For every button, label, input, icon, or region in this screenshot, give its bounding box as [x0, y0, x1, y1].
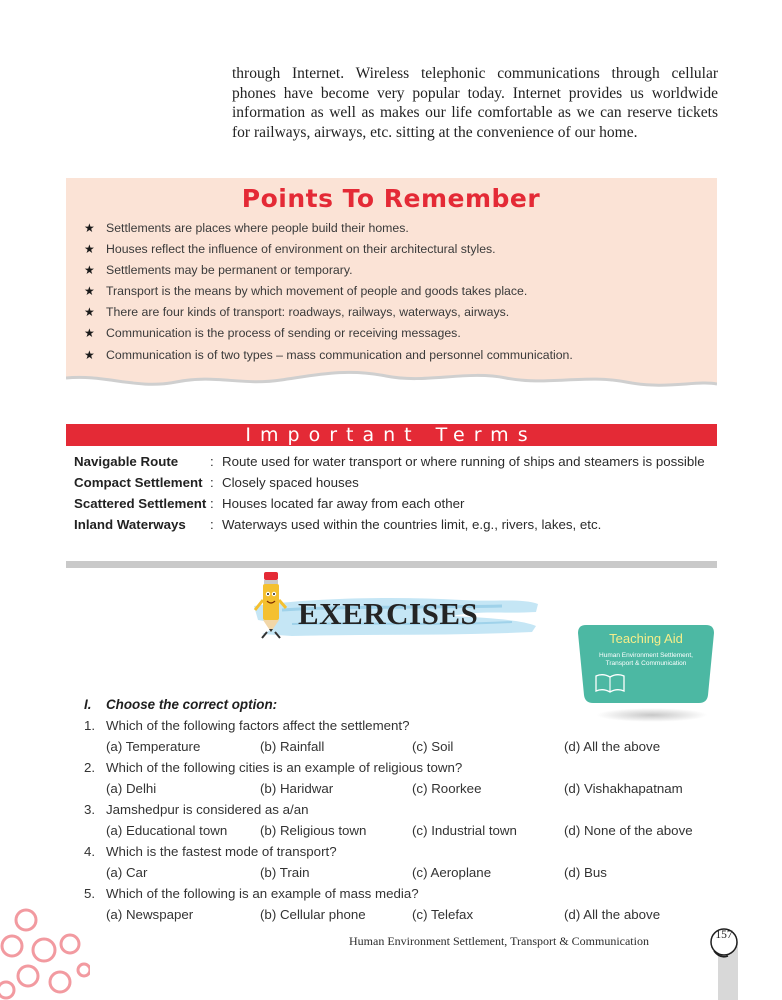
question — [84, 758, 724, 800]
option-a: (a) Newspaper — [106, 907, 194, 922]
teaching-aid-title: Teaching Aid — [609, 631, 683, 646]
open-book-icon — [594, 672, 626, 694]
term-row — [74, 473, 714, 492]
points-to-remember-title: Points To Remember — [241, 184, 541, 213]
option-a: (a) Delhi — [106, 781, 157, 796]
question-text: Which of the following factors affect the settlement? — [106, 718, 410, 733]
term-definition: Route used for water transport or where running of ships and steamers is possible — [222, 454, 705, 469]
term-row — [74, 494, 714, 513]
question-number: 4. — [84, 844, 96, 859]
option-d: (d) All the above — [564, 739, 661, 754]
list-item — [84, 345, 704, 366]
question-text: Which of the following cities is an example of religious town? — [106, 760, 463, 775]
option-b: (b) Haridwar — [260, 781, 334, 796]
pencil-mascot-icon — [250, 570, 290, 640]
term-name: Compact Settlement — [74, 475, 203, 490]
question-text: Which of the following is an example of mass media? — [106, 886, 419, 901]
star-bullet-icon: ★ — [84, 284, 95, 299]
list-item — [84, 281, 704, 302]
option-c: (c) Aeroplane — [412, 865, 492, 880]
term-colon: : — [210, 475, 214, 490]
point-text: Settlements are places where people build their homes. — [106, 221, 409, 235]
list-item — [84, 302, 704, 323]
point-text: There are four kinds of transport: roadways, railways, waterways, airways. — [106, 305, 510, 320]
term-row — [74, 515, 714, 534]
question-number: 1. — [84, 718, 96, 733]
question-number: 2. — [84, 760, 96, 775]
option-b: (b) Religious town — [260, 823, 367, 838]
option-b: (b) Train — [260, 865, 310, 880]
term-name: Scattered Settlement — [74, 496, 207, 511]
section-number: I. — [84, 697, 92, 712]
point-text: Houses reflect the influence of environment on their architectural styles. — [106, 242, 496, 257]
term-row — [74, 452, 714, 471]
term-name: Navigable Route — [74, 454, 179, 469]
teaching-aid-subtitle — [584, 652, 708, 668]
question — [84, 842, 724, 884]
question — [84, 716, 724, 758]
question — [84, 800, 724, 842]
point-text: Settlements may be permanent or temporary. — [106, 263, 353, 278]
term-definition: Waterways used within the countries limit, e.g., rivers, lakes, etc. — [222, 517, 602, 532]
option-d: (d) None of the above — [564, 823, 693, 838]
list-item — [84, 239, 704, 260]
exercises-title: EXERCISES — [298, 596, 479, 631]
question-number: 5. — [84, 886, 96, 901]
option-b: (b) Rainfall — [260, 739, 325, 754]
term-definition: Closely spaced houses — [222, 475, 359, 490]
circles-decoration — [0, 906, 90, 1000]
section-title: Choose the correct option: — [106, 697, 278, 712]
option-c: (c) Roorkee — [412, 781, 482, 796]
intro-paragraph: through Internet. Wireless telephonic communications through cellular phones have become very popular today. Internet provides us worldwide information as well as makes our life comfortable as we can reserve tickets for railways, airways, etc. sitting at the convenience of our home. — [232, 65, 718, 141]
term-colon: : — [210, 517, 214, 532]
option-d: (d) Bus — [564, 865, 607, 880]
point-text: Communication is of two types – mass communication and personnel communication. — [106, 347, 573, 362]
section-divider — [66, 561, 717, 568]
option-d: (d) All the above — [564, 907, 661, 922]
option-c: (c) Soil — [412, 739, 454, 754]
question — [84, 884, 724, 926]
option-c: (c) Telefax — [412, 907, 474, 922]
question-number: 3. — [84, 802, 96, 817]
torn-paper-edge — [66, 360, 717, 410]
list-item — [84, 218, 704, 239]
star-bullet-icon: ★ — [84, 221, 95, 235]
point-text: Transport is the means by which movement of people and goods takes place. — [106, 284, 528, 299]
question-text: Jamshedpur is considered as a/an — [106, 802, 309, 817]
point-text: Communication is the process of sending or receiving messages. — [106, 326, 461, 341]
option-a: (a) Car — [106, 865, 148, 880]
points-to-remember-list — [84, 218, 704, 366]
term-colon: : — [210, 496, 214, 511]
term-definition: Houses located far away from each other — [222, 496, 465, 511]
important-terms-title: Important Terms — [245, 424, 537, 446]
term-colon: : — [210, 454, 214, 469]
option-a: (a) Educational town — [106, 823, 228, 838]
star-bullet-icon: ★ — [84, 242, 95, 257]
option-d: (d) Vishakhapatnam — [564, 781, 683, 796]
star-bullet-icon: ★ — [84, 263, 95, 278]
question-text: Which is the fastest mode of transport? — [106, 844, 337, 859]
section-heading — [84, 697, 277, 712]
important-terms-list — [74, 452, 714, 536]
question-list — [84, 716, 724, 926]
option-b: (b) Cellular phone — [260, 907, 366, 922]
page-number: 157 — [715, 929, 733, 941]
list-item — [84, 260, 704, 281]
option-a: (a) Temperature — [106, 739, 201, 754]
option-c: (c) Industrial town — [412, 823, 517, 838]
star-bullet-icon: ★ — [84, 347, 95, 362]
star-bullet-icon: ★ — [84, 305, 95, 320]
teaching-aid-subtitle-line: Human Environment Settlement, — [599, 652, 693, 659]
star-bullet-icon: ★ — [84, 326, 95, 341]
teaching-aid-subtitle-line: Transport & Communication — [605, 660, 687, 667]
list-item — [84, 323, 704, 344]
term-name: Inland Waterways — [74, 517, 186, 532]
running-footer: Human Environment Settlement, Transport & Communication — [349, 934, 649, 948]
